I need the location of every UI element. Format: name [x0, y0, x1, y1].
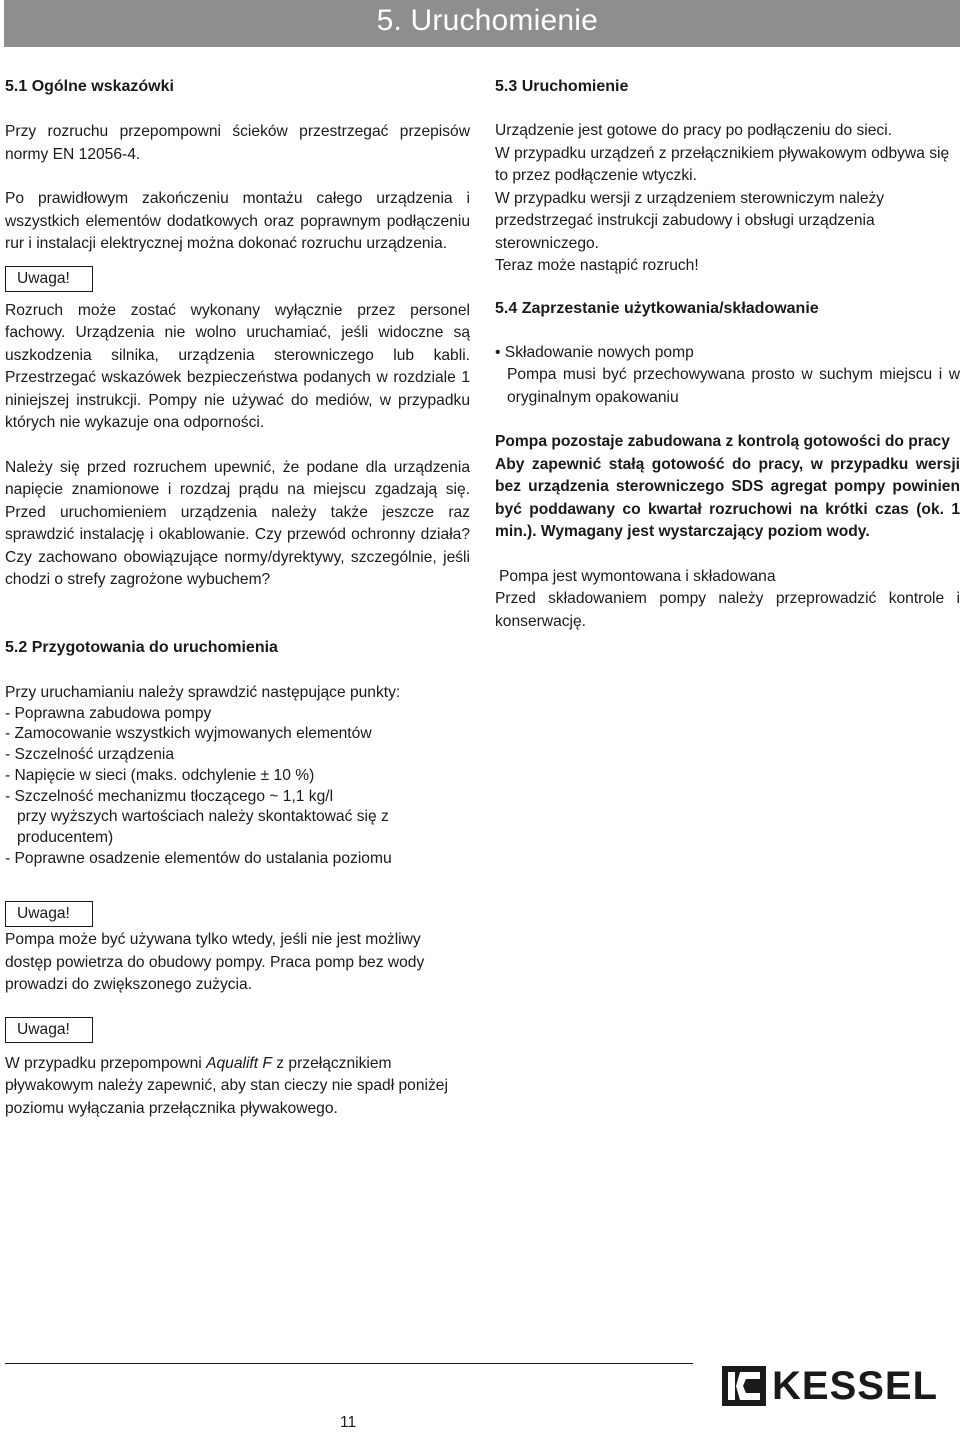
section-5-4-heading: 5.4 Zaprzestanie użytkowania/składowanie	[495, 299, 819, 317]
warning-2-prefix: W przypadku przepompowni	[5, 1054, 207, 1072]
section-5-3-line: W przypadku urządzeń z przełącznikiem pływakowym odbywa się to przez podłączenie wtyczki.	[495, 144, 950, 184]
storage-bullet-title: • Składowanie nowych pomp	[495, 343, 694, 361]
readiness-text: Aby zapewnić stałą gotowość do pracy, w przypadku wersji bez urządzenia sterowniczego SDS agregat pompy powinien być poddawany co kwartał rozruchowi na krótki czas (ok. 1 min.). Wymagany jest wystarczający poziom wody.	[495, 455, 960, 540]
warning-label: Uwaga!	[5, 901, 93, 927]
checklist-item: - Napięcie w sieci (maks. odchylenie ± 10 %)	[5, 766, 315, 784]
checklist-intro: Przy uruchamianiu należy sprawdzić następujące punkty:	[5, 684, 401, 701]
kessel-logo-icon	[722, 1366, 766, 1406]
section-5-2-heading: 5.2 Przygotowania do uruchomienia	[5, 639, 278, 656]
warning-2-text	[5, 1053, 470, 1121]
checklist-item: - Poprawne osadzenie elementów do ustalania poziomu	[5, 849, 392, 867]
checklist-item: - Szczelność urządzenia	[5, 746, 175, 764]
section-5-3-line: Urządzenie jest gotowe do pracy po podłączeniu do sieci.	[495, 122, 893, 139]
removed-title: Pompa jest wymontowana i składowana	[499, 567, 776, 585]
header-bar	[4, 0, 960, 47]
page-title: 5. Uruchomienie	[376, 4, 598, 37]
section-5-1-heading: 5.1 Ogólne wskazówki	[5, 78, 174, 95]
warning-label: Uwaga!	[5, 1017, 93, 1043]
warning-label: Uwaga!	[5, 266, 93, 292]
section-5-3-line: W przypadku wersji z urządzeniem sterowniczym należy przedstrzegać instrukcji zabudowy i obsługi urządzenia sterowniczego.	[495, 189, 885, 252]
section-5-3-heading: 5.3 Uruchomienie	[495, 78, 629, 95]
footer-divider	[5, 1363, 693, 1364]
product-name: Aqualift F	[206, 1054, 272, 1072]
storage-bullet-text: Pompa musi być przechowywana prosto w suchym miejscu i w oryginalnym opakowaniu	[507, 366, 960, 406]
section-5-2	[5, 637, 470, 1120]
right-column	[495, 76, 960, 633]
section-5-3-line: Teraz może nastąpić rozruch!	[495, 257, 699, 274]
kessel-logo	[722, 1366, 958, 1406]
checklist	[5, 704, 470, 870]
section-5-1-paragraph-2: Po prawidłowym zakończeniu montażu całego urządzenia i wszystkich elementów dodatkowych oraz poprawnym podłączeniu rur i instalacji elektrycznej można dokonać rozruchu urządzenia.	[5, 190, 470, 252]
readiness-title: Pompa pozostaje zabudowana z kontrolą gotowości do pracy	[495, 433, 950, 450]
removed-text: Przed składowaniem pompy należy przeprowadzić kontrole i konserwację.	[495, 590, 960, 630]
section-5-1-paragraph-3: Rozruch może zostać wykonany wyłącznie przez personel fachowy. Urządzenia nie wolno uruchamiać, jeśli widoczne są uszkodzenia silnika, urządzenia sterowniczego lub kabli. Przestrzegać wskazówek bezpieczeństwa podanych w rozdziale 1 niniejszej instrukcji. Pompy nie używać do mediów, w przypadku których nie wykazuje ona odporności.	[5, 301, 470, 431]
section-5-1	[5, 76, 470, 592]
checklist-item: - Zamocowanie wszystkich wyjmowanych elementów	[5, 725, 372, 743]
warning-1-text: Pompa może być używana tylko wtedy, jeśli nie jest możliwy dostęp powietrza do obudowy pompy. Praca pomp bez wody prowadzi do zwiększonego zużycia.	[5, 931, 425, 994]
section-5-1-paragraph-4: Należy się przed rozruchem upewnić, że podane dla urządzenia napięcie znamionowe i rozdzaj prądu na miejscu zgadzają się. Przed uruchomieniem urządzenia należy także jeszcze raz sprawdzić instalację i okablowanie. Czy przewód ochronny działa? Czy zachowano obowiązujące normy/dyrektywy, szczególnie, jeśli chodzi o strefy zagrożone wybuchem?	[5, 458, 470, 588]
logo-wordmark: KESSEL	[772, 1364, 939, 1408]
section-5-1-paragraph-1: Przy rozruchu przepompowni ścieków przestrzegać przepisów normy EN 12056-4.	[5, 123, 470, 163]
checklist-item-continuation: przy wyższych wartościach należy skontaktować się z producentem)	[17, 808, 389, 846]
checklist-item: - Poprawna zabudowa pompy	[5, 704, 212, 722]
checklist-item: - Szczelność mechanizmu tłoczącego ~ 1,1 kg/l	[5, 787, 334, 805]
warning-2-suffix: z przełącznikiem pływakowym należy zapewnić, aby stan cieczy nie spadł poniżej poziomu wyłączania przełącznika pływakowego.	[5, 1054, 448, 1117]
page-number: 11	[340, 1414, 357, 1431]
